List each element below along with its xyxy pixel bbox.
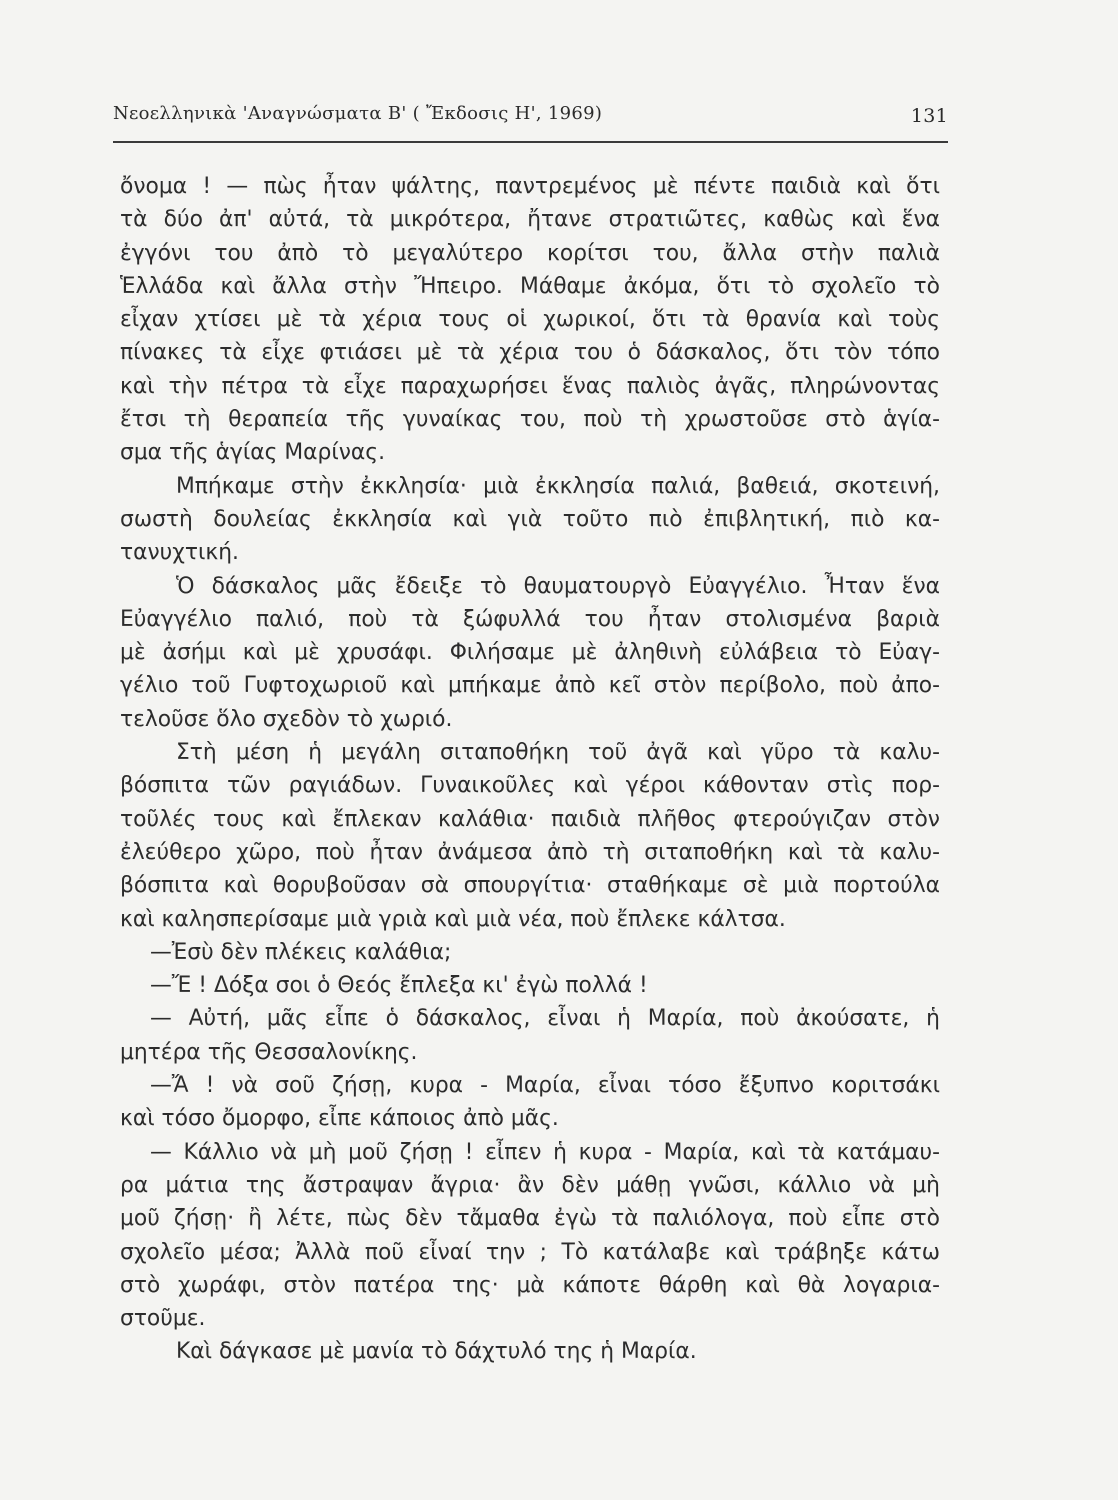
text-line: — Κάλλιο νὰ μὴ μοῦ ζήσῃ ! εἶπεν ἡ κυρα - Μαρία, καὶ τὰ κατάμαυ- xyxy=(150,1139,940,1165)
text-line: τοῦλές τους καὶ ἔπλεκαν καλάθια· παιδιὰ πλῆθος φτερούγιζαν στὸν xyxy=(120,806,940,832)
text-line: σμα τῆς ἁγίας Μαρίνας. xyxy=(120,440,386,466)
text-line: μὲ ἀσήμι καὶ μὲ χρυσάφι. Φιλήσαμε μὲ ἀληθινὴ εὐλάβεια τὸ Εὐαγ- xyxy=(120,640,940,666)
text-line: —Ἐσὺ δὲν πλέκεις καλάθια; xyxy=(150,939,452,965)
text-line: στοῦμε. xyxy=(120,1306,206,1332)
text-line: ἐγγόνι του ἀπὸ τὸ μεγαλύτερο κορίτσι του, ἄλλα στὴν παλιὰ xyxy=(120,240,940,266)
text-line: τανυχτική. xyxy=(120,540,239,566)
text-line: ἔτσι τὴ θεραπεία τῆς γυναίκας του, ποὺ τὴ χρωστοῦσε στὸ ἁγία- xyxy=(120,407,940,433)
text-line: —Ἔ ! Δόξα σοι ὁ Θεός ἔπλεξα κι' ἐγὼ πολλά ! xyxy=(150,973,648,999)
text-line: τὰ δύο ἀπ' αὐτά, τὰ μικρότερα, ἤτανε στρατιῶτες, καθὼς καὶ ἕνα xyxy=(120,207,940,233)
text-line: σχολεῖο μέσα; Ἀλλὰ ποῦ εἶναί την ; Τὸ κατάλαβε καὶ τράβηξε κάτω xyxy=(120,1239,940,1265)
header-title: Νεοελληνικὰ 'Αναγνώσματα Β' ( Ἔκδοσις Η', 1969) xyxy=(113,103,603,124)
text-line: καὶ τὴν πέτρα τὰ εἶχε παραχωρήσει ἕνας παλιὸς ἀγᾶς, πληρώνοντας xyxy=(120,373,940,399)
text-line: Στὴ μέση ἡ μεγάλη σιταποθήκη τοῦ ἀγᾶ καὶ γῦρο τὰ καλυ- xyxy=(176,740,940,766)
text-line: Ὁ δάσκαλος μᾶς ἔδειξε τὸ θαυματουργὸ Εὐαγγέλιο. Ἦταν ἕνα xyxy=(176,573,940,599)
text-line: Καὶ δάγκασε μὲ μανία τὸ δάχτυλό της ἡ Μαρία. xyxy=(176,1339,697,1365)
text-line: πίνακες τὰ εἶχε φτιάσει μὲ τὰ χέρια του ὁ δάσκαλος, ὅτι τὸν τόπο xyxy=(120,340,940,366)
text-line: μοῦ ζήσῃ· ἢ λέτε, πὼς δὲν τἄμαθα ἐγὼ τὰ παλιόλογα, ποὺ εἶπε στὸ xyxy=(120,1206,940,1232)
text-line: τελοῦσε ὅλο σχεδὸν τὸ χωριό. xyxy=(120,706,453,732)
text-line: ρα μάτια της ἄστραψαν ἄγρια· ἂν δὲν μάθῃ γνῶσι, κάλλιο νὰ μὴ xyxy=(120,1172,940,1198)
body-text xyxy=(120,170,940,1369)
text-line: βόσπιτα καὶ θορυβοῦσαν σὰ σπουργίτια· σταθήκαμε σὲ μιὰ πορτούλα xyxy=(120,873,940,899)
text-line: Μπήκαμε στὴν ἐκκλησία· μιὰ ἐκκλησία παλιά, βαθειά, σκοτεινή, xyxy=(176,473,940,499)
text-line: καὶ καλησπερίσαμε μιὰ γριὰ καὶ μιὰ νέα, ποὺ ἔπλεκε κάλτσα. xyxy=(120,906,786,932)
text-line: — Αὐτή, μᾶς εἶπε ὁ δάσκαλος, εἶναι ἡ Μαρία, ποὺ ἀκούσατε, ἡ xyxy=(150,1006,940,1032)
text-line: Εὐαγγέλιο παλιό, ποὺ τὰ ξώφυλλά του ἦταν στολισμένα βαριὰ xyxy=(120,606,940,632)
page-number: 131 xyxy=(910,105,948,127)
text-line: εἶχαν χτίσει μὲ τὰ χέρια τους οἱ χωρικοί, ὅτι τὰ θρανία καὶ τοὺς xyxy=(120,307,940,333)
text-line: καὶ τόσο ὄμορφο, εἶπε κάποιος ἀπὸ μᾶς. xyxy=(120,1106,559,1132)
text-line: ἐλεύθερο χῶρο, ποὺ ἦταν ἀνάμεσα ἀπὸ τὴ σιταποθήκη καὶ τὰ καλυ- xyxy=(120,839,940,865)
text-line: ὄνομα ! — πὼς ἦταν ψάλτης, παντρεμένος μὲ πέντε παιδιὰ καὶ ὅτι xyxy=(120,174,940,199)
text-line: μητέρα τῆς Θεσσαλονίκης. xyxy=(120,1039,418,1065)
text-line: γέλιο τοῦ Γυφτοχωριοῦ καὶ μπήκαμε ἀπὸ κεῖ στὸν περίβολο, ποὺ ἀπο- xyxy=(120,673,940,699)
header-rule xyxy=(113,141,948,143)
running-header xyxy=(113,103,948,137)
text-line: στὸ χωράφι, στὸν πατέρα της· μὰ κάποτε θάρθη καὶ θὰ λογαρια- xyxy=(120,1272,940,1298)
text-line: βόσπιτα τῶν ραγιάδων. Γυναικοῦλες καὶ γέροι κάθονταν στὶς πορ- xyxy=(120,773,940,799)
text-line: Ἑλλάδα καὶ ἄλλα στὴν Ἤπειρο. Μάθαμε ἀκόμα, ὅτι τὸ σχολεῖο τὸ xyxy=(120,273,940,299)
text-line: σωστὴ δουλείας ἐκκλησία καὶ γιὰ τοῦτο πιὸ ἐπιβλητική, πιὸ κα- xyxy=(120,506,940,532)
text-line: —Ἄ ! νὰ σοῦ ζήσῃ, κυρα - Μαρία, εἶναι τόσο ἔξυπνο κοριτσάκι xyxy=(150,1073,940,1099)
